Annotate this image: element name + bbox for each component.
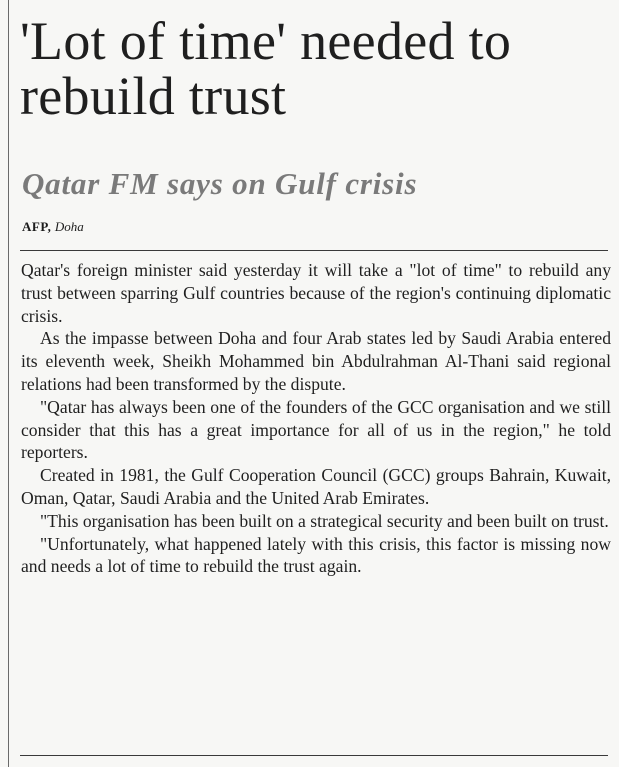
byline-dateline: Doha: [54, 219, 84, 234]
article-paragraph: "This organisation has been built on a strategical security and been built on trust.: [40, 510, 609, 531]
byline: [22, 218, 84, 237]
divider-bottom: [20, 755, 608, 756]
article-subheadline: Qatar FM says on Gulf crisis: [22, 166, 418, 201]
column-rule-left: [8, 0, 9, 767]
article-paragraph: Created in 1981, the Gulf Cooperation Council (GCC) groups Bahrain, Kuwait, Oman, Qatar, Saudi Arabia and the United Arab Emirates.: [21, 465, 611, 508]
article-paragraph: "Unfortunately, what happened lately with this crisis, this factor is missing now and needs a lot of time to rebuild the trust again.: [21, 533, 611, 577]
article-paragraph: As the impasse between Doha and four Arab states led by Saudi Arabia entered its eleventh week, Sheikh Mohammed bin Abdulrahman Al-Thani said regional relations had been transformed by the dispute.: [21, 328, 611, 394]
article-headline: 'Lot of time' needed to rebuild trust: [20, 11, 512, 126]
article-paragraph: Qatar's foreign minister said yesterday it will take a "lot of time" to rebuild any trust between sparring Gulf countries because of the region's continuing diplomatic crisis.: [21, 260, 611, 326]
article-paragraph: "Qatar has always been one of the founders of the GCC organisation and we still consider that this has a great importance for all of us in the region," he told reporters.: [21, 396, 611, 463]
article-body: [21, 259, 611, 578]
byline-agency: AFP,: [22, 219, 52, 234]
divider-top: [20, 250, 608, 251]
